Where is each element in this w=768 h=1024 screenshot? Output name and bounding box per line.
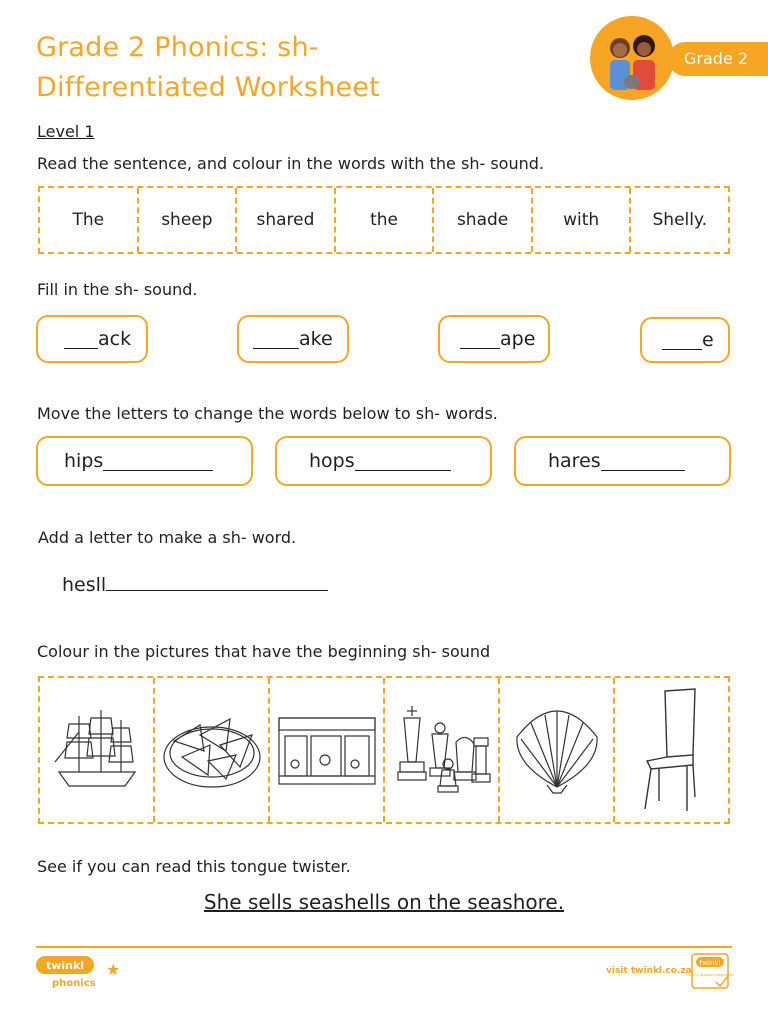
answer-blank[interactable] — [106, 572, 328, 591]
instruction-colour-words: Read the sentence, and colour in the words with the sh- sound. — [37, 154, 544, 173]
word-ending: ack — [98, 328, 132, 350]
add-letter-row[interactable] — [62, 572, 328, 596]
grade-badge: Grade 2 — [668, 42, 768, 76]
scrambled-word: hesll — [62, 574, 107, 596]
chips-icon[interactable] — [155, 678, 270, 822]
word-cell[interactable]: with — [533, 188, 632, 252]
instruction-tongue-twister: See if you can read this tongue twister. — [37, 857, 351, 876]
title-line-1: Grade 2 Phonics: sh- — [36, 32, 319, 63]
word-ending: ape — [500, 328, 536, 350]
source-word: hops — [309, 450, 355, 472]
footer-url[interactable]: visit twinkl.co.za — [606, 966, 692, 976]
tongue-twister-text: She sells seashells on the seashore. — [203, 890, 565, 914]
rearrange-box-hares[interactable] — [514, 436, 731, 486]
word-cell[interactable]: sheep — [139, 188, 238, 252]
chair-icon[interactable] — [615, 678, 728, 822]
fill-box-ack[interactable] — [36, 315, 148, 363]
quality-seal-icon — [686, 952, 734, 992]
answer-blank[interactable] — [662, 331, 702, 350]
fill-box-ake[interactable] — [237, 315, 349, 363]
fill-box-e[interactable] — [640, 317, 730, 363]
shop-icon[interactable] — [270, 678, 385, 822]
word-cell[interactable]: shared — [237, 188, 336, 252]
instruction-move-letters: Move the letters to change the words below to sh- words. — [37, 404, 498, 423]
word-cell[interactable]: shade — [434, 188, 533, 252]
footer-divider — [36, 946, 732, 948]
answer-blank[interactable] — [601, 452, 685, 471]
twinkl-phonics-logo — [36, 954, 98, 990]
source-word: hips — [64, 450, 104, 472]
answer-blank[interactable] — [103, 452, 213, 471]
answer-blank[interactable] — [355, 452, 451, 471]
word-cell[interactable]: The — [40, 188, 139, 252]
logo-top-text: twinkl — [45, 959, 85, 972]
rearrange-box-hips[interactable] — [36, 436, 253, 486]
instruction-colour-pictures: Colour in the pictures that have the beginning sh- sound — [37, 642, 491, 661]
seal-top-text: twinkl — [699, 959, 721, 967]
star-icon: ★ — [106, 960, 121, 979]
instruction-fill-sound: Fill in the sh- sound. — [37, 280, 198, 299]
children-avatar-icon — [590, 16, 674, 100]
word-cell[interactable]: the — [336, 188, 435, 252]
title-line-2: Differentiated Worksheet — [36, 72, 380, 103]
answer-blank[interactable] — [460, 330, 500, 349]
instruction-add-letter: Add a letter to make a sh- word. — [38, 528, 297, 547]
tongue-twister — [0, 890, 768, 914]
chess-icon[interactable] — [385, 678, 500, 822]
word-ending: e — [702, 329, 714, 351]
word-cell[interactable]: Shelly. — [652, 210, 708, 230]
answer-blank[interactable] — [64, 330, 98, 349]
picture-row — [38, 676, 730, 824]
logo-bottom-text: phonics — [52, 978, 96, 989]
word-ending: ake — [299, 328, 333, 350]
sentence-word-row — [38, 186, 730, 254]
seal-bottom-text: Quality Standard Approved — [686, 973, 734, 977]
source-word: hares — [548, 450, 601, 472]
ship-icon[interactable] — [40, 678, 155, 822]
answer-blank[interactable] — [253, 330, 299, 349]
fill-box-ape[interactable] — [438, 315, 550, 363]
rearrange-box-hops[interactable] — [275, 436, 492, 486]
shell-icon[interactable] — [500, 678, 615, 822]
worksheet-title — [36, 28, 456, 108]
level-label: Level 1 — [37, 122, 95, 141]
